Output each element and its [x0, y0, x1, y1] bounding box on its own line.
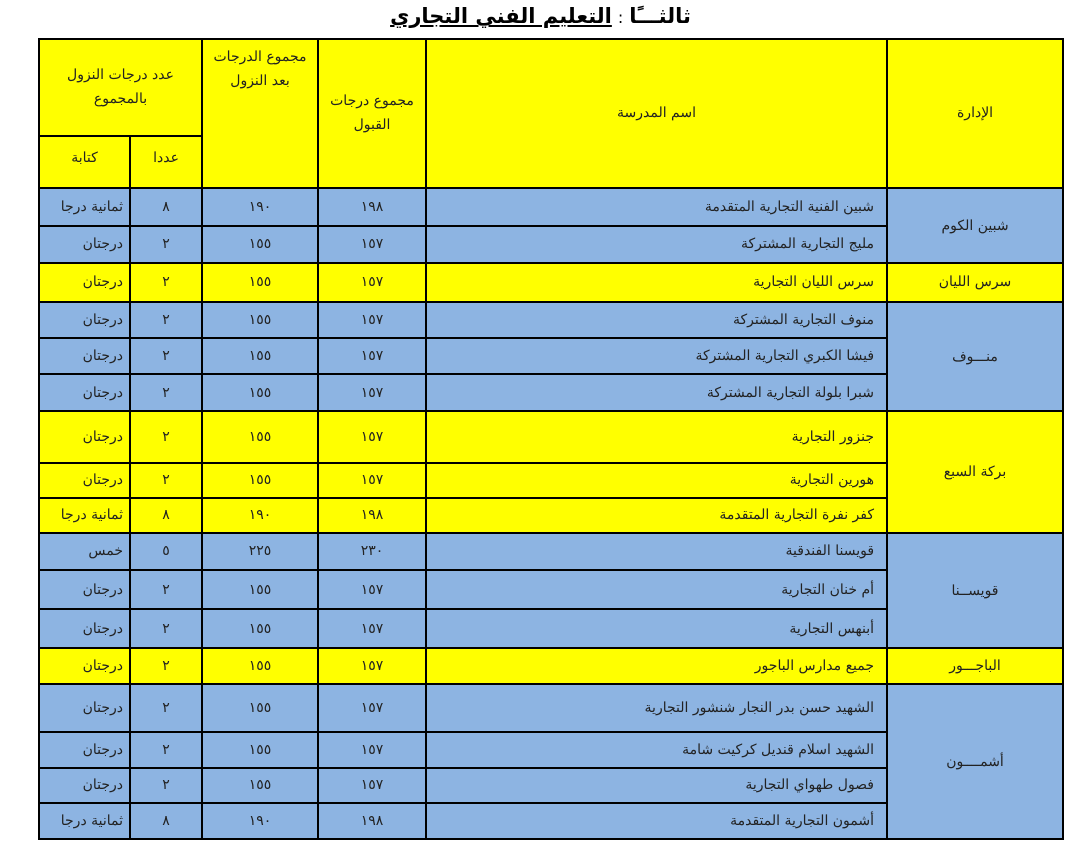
school-name-cell: أم خنان التجارية: [426, 570, 887, 610]
drop-digits-cell: ٨: [130, 803, 202, 839]
school-name-cell: قويسنا الفندقية: [426, 533, 887, 570]
drop-words-cell: درجتان: [39, 463, 130, 498]
after-drop-score-cell: ١٥٥: [202, 263, 318, 302]
school-name-cell: فصول طهواي التجارية: [426, 768, 887, 804]
table-row: [39, 302, 1063, 339]
acceptance-score-cell: ١٥٧: [318, 374, 426, 412]
acceptance-score-cell: ١٥٧: [318, 338, 426, 374]
table-row: [39, 188, 1063, 226]
acceptance-score-cell: ١٥٧: [318, 411, 426, 463]
acceptance-score-cell: ١٩٨: [318, 188, 426, 226]
after-drop-score-cell: ١٥٥: [202, 463, 318, 498]
school-name-cell: مليج التجارية المشتركة: [426, 226, 887, 264]
title-separator: :: [617, 8, 624, 27]
drop-words-cell: ثمانية درجا: [39, 498, 130, 534]
title-main: التعليم الفني التجاري: [390, 4, 612, 28]
acceptance-score-cell: ١٥٧: [318, 648, 426, 685]
drop-words-cell: درجتان: [39, 374, 130, 412]
admin-cell: الباجـــور: [887, 648, 1063, 685]
acceptance-score-cell: ١٥٧: [318, 609, 426, 648]
acceptance-score-cell: ١٥٧: [318, 302, 426, 339]
drop-digits-cell: ٢: [130, 411, 202, 463]
table-row: [39, 533, 1063, 570]
school-name-cell: أبنهس التجارية: [426, 609, 887, 648]
school-name-cell: كفر نفرة التجارية المتقدمة: [426, 498, 887, 534]
school-name-cell: فيشا الكبري التجارية المشتركة: [426, 338, 887, 374]
drop-digits-cell: ٢: [130, 732, 202, 768]
after-drop-score-cell: ١٥٥: [202, 768, 318, 804]
school-name-cell: الشهيد اسلام قنديل كركيت شامة: [426, 732, 887, 768]
drop-digits-cell: ٢: [130, 570, 202, 610]
table-row: [39, 684, 1063, 732]
school-name-cell: الشهيد حسن بدر النجار شنشور التجارية: [426, 684, 887, 732]
drop-digits-cell: ٢: [130, 684, 202, 732]
admin-cell: قويســنا: [887, 533, 1063, 648]
table-row: [39, 263, 1063, 302]
drop-words-cell: درجتان: [39, 609, 130, 648]
school-name-cell: جميع مدارس الباجور: [426, 648, 887, 685]
drop-digits-cell: ٢: [130, 302, 202, 339]
acceptance-score-cell: ١٥٧: [318, 732, 426, 768]
acceptance-score-cell: ١٥٧: [318, 263, 426, 302]
drop-words-cell: درجتان: [39, 226, 130, 264]
drop-words-cell: ثمانية درجا: [39, 188, 130, 226]
drop-words-cell: درجتان: [39, 411, 130, 463]
schools-table: [38, 38, 1064, 840]
drop-words-cell: درجتان: [39, 263, 130, 302]
after-drop-score-cell: ١٩٠: [202, 498, 318, 534]
table-row: [39, 648, 1063, 685]
drop-words-cell: ثمانية درجا: [39, 803, 130, 839]
school-name-cell: أشمون التجارية المتقدمة: [426, 803, 887, 839]
school-name-cell: شبين الفنية التجارية المتقدمة: [426, 188, 887, 226]
after-drop-score-cell: ١٥٥: [202, 374, 318, 412]
admin-cell: منـــوف: [887, 302, 1063, 412]
acceptance-score-cell: ١٥٧: [318, 768, 426, 804]
after-drop-score-cell: ٢٢٥: [202, 533, 318, 570]
after-drop-score-cell: ١٥٥: [202, 226, 318, 264]
acceptance-score-cell: ١٩٨: [318, 498, 426, 534]
acceptance-score-cell: ٢٣٠: [318, 533, 426, 570]
drop-words-cell: درجتان: [39, 338, 130, 374]
title-prefix: ثالثـــًا: [629, 4, 691, 28]
drop-digits-cell: ٢: [130, 463, 202, 498]
header-after-drop: مجموع الدرجات بعد النزول: [202, 39, 318, 188]
after-drop-score-cell: ١٥٥: [202, 648, 318, 685]
after-drop-score-cell: ١٥٥: [202, 684, 318, 732]
after-drop-score-cell: ١٥٥: [202, 411, 318, 463]
acceptance-score-cell: ١٥٧: [318, 226, 426, 264]
acceptance-score-cell: ١٥٧: [318, 463, 426, 498]
drop-digits-cell: ٢: [130, 648, 202, 685]
acceptance-score-cell: ١٥٧: [318, 570, 426, 610]
drop-digits-cell: ٢: [130, 338, 202, 374]
document-title: [0, 4, 1081, 28]
school-name-cell: شبرا بلولة التجارية المشتركة: [426, 374, 887, 412]
school-name-cell: جنزور التجارية: [426, 411, 887, 463]
school-name-cell: منوف التجارية المشتركة: [426, 302, 887, 339]
acceptance-score-cell: ١٥٧: [318, 684, 426, 732]
drop-digits-cell: ٢: [130, 374, 202, 412]
drop-digits-cell: ٢: [130, 226, 202, 264]
header-words: كتابة: [39, 136, 130, 188]
school-name-cell: هورين التجارية: [426, 463, 887, 498]
acceptance-score-cell: ١٩٨: [318, 803, 426, 839]
admin-cell: سرس الليان: [887, 263, 1063, 302]
drop-digits-cell: ٨: [130, 188, 202, 226]
drop-digits-cell: ٢: [130, 609, 202, 648]
table-body: [39, 188, 1063, 839]
after-drop-score-cell: ١٥٥: [202, 338, 318, 374]
after-drop-score-cell: ١٩٠: [202, 188, 318, 226]
after-drop-score-cell: ١٥٥: [202, 732, 318, 768]
admin-cell: بركة السبع: [887, 411, 1063, 533]
after-drop-score-cell: ١٩٠: [202, 803, 318, 839]
header-digits: عددا: [130, 136, 202, 188]
after-drop-score-cell: ١٥٥: [202, 570, 318, 610]
header-admin: الإدارة: [887, 39, 1063, 188]
after-drop-score-cell: ١٥٥: [202, 302, 318, 339]
admin-cell: شبين الكوم: [887, 188, 1063, 263]
drop-words-cell: خمس: [39, 533, 130, 570]
after-drop-score-cell: ١٥٥: [202, 609, 318, 648]
drop-words-cell: درجتان: [39, 684, 130, 732]
drop-words-cell: درجتان: [39, 648, 130, 685]
table-row: [39, 411, 1063, 463]
school-name-cell: سرس الليان التجارية: [426, 263, 887, 302]
drop-digits-cell: ٨: [130, 498, 202, 534]
header-school: اسم المدرسة: [426, 39, 887, 188]
drop-words-cell: درجتان: [39, 732, 130, 768]
drop-digits-cell: ٥: [130, 533, 202, 570]
header-acceptance: مجموع درجات القبول: [318, 39, 426, 188]
admin-cell: أشمــــون: [887, 684, 1063, 839]
drop-words-cell: درجتان: [39, 570, 130, 610]
drop-digits-cell: ٢: [130, 768, 202, 804]
drop-words-cell: درجتان: [39, 302, 130, 339]
drop-digits-cell: ٢: [130, 263, 202, 302]
header-drop-count: عدد درجات النزول بالمجموع: [39, 39, 202, 136]
drop-words-cell: درجتان: [39, 768, 130, 804]
